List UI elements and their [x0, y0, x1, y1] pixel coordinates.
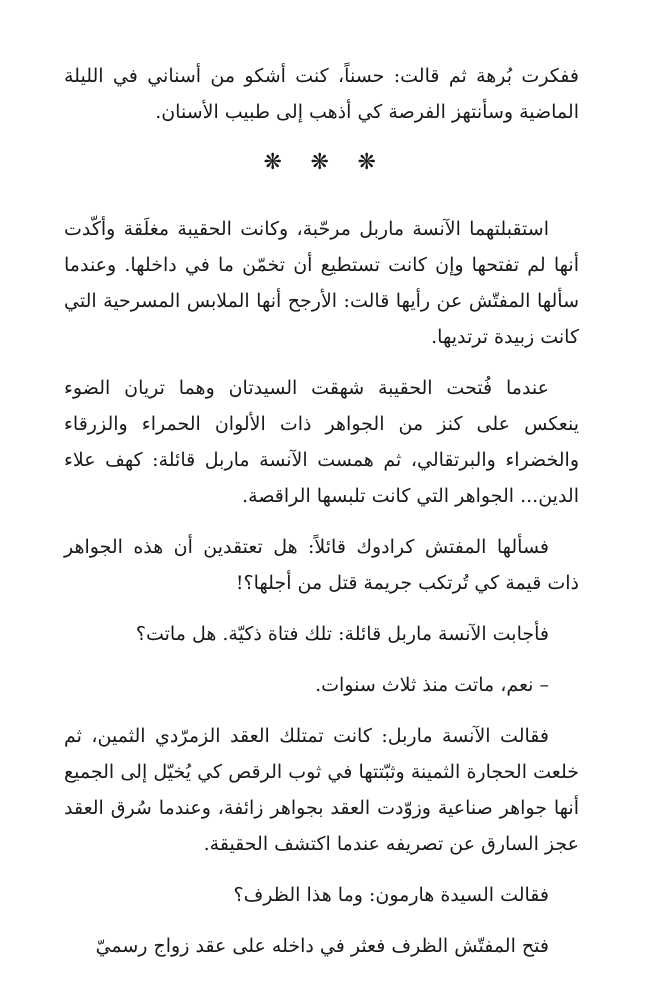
section-separator	[64, 145, 579, 181]
paragraph-3: عندما فُتحت الحقيبة شهقت السيدتان وهما تريان الضوء ينعكس على كنز من الجواهر ذات الألوان الحمراء والزرقاء والخضراء والبرتقالي، ثم همست الآنسة ماربل قائلة: كهف علاء الدين... الجواهر التي كانت تلبسها الراقصة.	[64, 377, 579, 507]
paragraph-7: فقالت الآنسة ماربل: كانت تمتلك العقد الزمرّدي الثمين، ثم خلعت الحجارة الثمينة وثبّتتها في ثوب الرقص كي يُخيّل إلى الجميع أنها جواهر صناعية وزوّدت العقد بجواهر زائفة، وعندما سُرق العقد عجز السارق عن تصريفه عندما اكتشف الحقيقة.	[64, 725, 579, 855]
separator-star-icon: ❋	[310, 150, 347, 175]
paragraph-2: استقبلتهما الآنسة ماربل مرحّبة، وكانت الحقيبة مغلَقة وأكّدت أنها لم تفتحها وإن كانت تستطيع أن تخمّن ما في داخلها. وعندما سألها المفتّش عن رأيها قالت: الأرجح أنها الملابس المسرحية التي كانت زبيدة ترتديها.	[64, 218, 579, 348]
paragraph-6: – نعم، ماتت منذ ثلاث سنوات.	[315, 674, 549, 696]
paragraph-5: فأجابت الآنسة ماربل قائلة: تلك فتاة ذكيّة. هل ماتت؟	[135, 623, 549, 645]
separator-star-icon: ❋	[357, 150, 394, 175]
paragraph-8: فقالت السيدة هارمون: وما هذا الظرف؟	[233, 884, 549, 906]
paragraph-9: فتح المفتّش الظرف فعثر في داخله على عقد زواج رسميّ	[95, 935, 549, 957]
separator-star-icon: ❋	[263, 150, 300, 175]
paragraph-4: فسألها المفتش كرادوك قائلاً: هل تعتقدين أن هذه الجواهر ذات قيمة كي تُرتكب جريمة قتل من أجلها؟!	[64, 536, 579, 594]
paragraph-1: ففكرت بُرهة ثم قالت: حسناً، كنت أشكو من أسناني في الليلة الماضية وسأنتهز الفرصة كي أذهب إلى طبيب الأسنان.	[64, 65, 579, 123]
